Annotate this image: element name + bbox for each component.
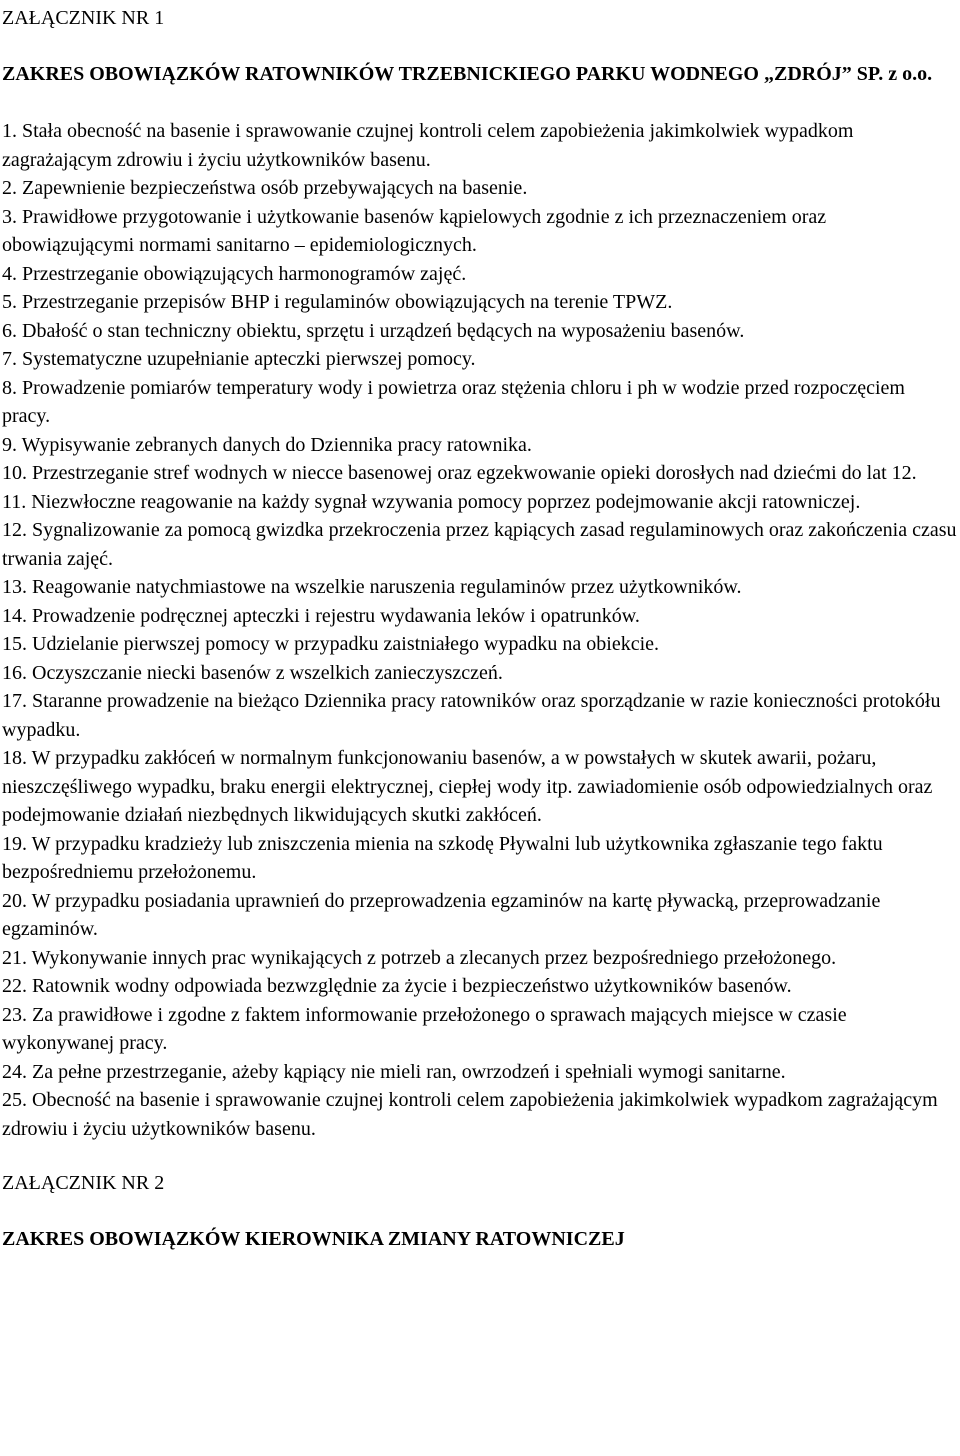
list-item: 17. Staranne prowadzenie na bieżąco Dziennika pracy ratowników oraz sporządzanie w razie konieczności protokółu wypadku. [2,690,941,741]
list-item: 8. Prowadzenie pomiarów temperatury wody i powietrza oraz stężenia chloru i ph w wodzie przed rozpoczęciem pracy. [2,376,905,427]
list-item: 7. Systematyczne uzupełnianie apteczki pierwszej pomocy. [2,348,476,370]
list-item: 5. Przestrzeganie przepisów BHP i regulaminów obowiązujących na terenie TPWZ. [2,291,673,313]
annex-2-title: ZAKRES OBOWIĄZKÓW KIEROWNIKA ZMIANY RATOWNICZEJ [2,1228,625,1250]
duties-list [2,117,958,1143]
list-item: 15. Udzielanie pierwszej pomocy w przypadku zaistniałego wypadku na obiekcie. [2,633,660,655]
annex-2-label: ZAŁĄCZNIK NR 2 [2,1172,165,1194]
list-item: 24. Za pełne przestrzeganie, ażeby kąpiący nie mieli ran, owrzodzeń i spełniali wymogi sanitarne. [2,1060,786,1083]
document-page [2,0,958,1253]
list-item: 25. Obecność na basenie i sprawowanie czujnej kontroli celem zapobieżenia jakimkolwiek wypadkom zagrażającym zdrowiu i życiu użytkowników basenu. [2,1089,938,1140]
annex-1-title: ZAKRES OBOWIĄZKÓW RATOWNIKÓW TRZEBNICKIEGO PARKU WODNEGO „ZDRÓJ” SP. z o.o. [2,63,933,85]
list-item: 19. W przypadku kradzieży lub zniszczenia mienia na szkodę Pływalni lub użytkownika zgłaszanie tego faktu bezpośredniemu przełożonemu. [2,832,883,883]
list-item: 21. Wykonywanie innych prac wynikających z potrzeb a zlecanych przez bezpośredniego przełożonego. [2,946,837,969]
list-item: 18. W przypadku zakłóceń w normalnym funkcjonowaniu basenów, a w powstałych w skutek awarii, pożaru, nieszczęśliwego wypadku, braku energii elektrycznej, ciepłej wody itp. zawiadomienie osób odpowiedzialnych oraz podejmowanie działań niezbędnych likwidujących skutki zakłóceń. [2,747,933,826]
list-item: 14. Prowadzenie podręcznej apteczki i rejestru wydawania leków i opatrunków. [2,604,640,627]
list-item: 20. W przypadku posiadania uprawnień do przeprowadzenia egzaminów na kartę pływacką, przeprowadzanie egzaminów. [2,889,881,940]
list-item: 10. Przestrzeganie stref wodnych w niecce basenowej oraz egzekwowanie opieki dorosłych nad dziećmi do lat 12. [2,462,917,484]
list-item: 16. Oczyszczanie niecki basenów z wszelkich zanieczyszczeń. [2,661,503,684]
list-item: 3. Prawidłowe przygotowanie i użytkowanie basenów kąpielowych zgodnie z ich przeznaczeniem oraz obowiązującymi normami sanitarno – epidemiologicznych. [2,205,827,256]
list-item: 23. Za prawidłowe i zgodne z faktem informowanie przełożonego o sprawach mających miejsce w czasie wykonywanej pracy. [2,1003,847,1054]
list-item: 11. Niezwłoczne reagowanie na każdy sygnał wzywania pomocy poprzez podejmowanie akcji ratowniczej. [2,490,861,513]
list-item: 13. Reagowanie natychmiastowe na wszelkie naruszenia regulaminów przez użytkowników. [2,576,742,598]
list-item: 1. Stała obecność na basenie i sprawowanie czujnej kontroli celem zapobieżenia jakimkolwiek wypadkom zagrażającym zdrowiu i życiu użytkowników basenu. [2,120,854,171]
list-item: 6. Dbałość o stan techniczny obiektu, sprzętu i urządzeń będących na wyposażeniu basenów. [2,319,745,342]
list-item: 22. Ratownik wodny odpowiada bezwzględnie za życie i bezpieczeństwo użytkowników basenów. [2,975,792,997]
list-item: 12. Sygnalizowanie za pomocą gwizdka przekroczenia przez kąpiących zasad regulaminowych oraz zakończenia czasu trwania zajęć. [2,519,957,570]
annex-1-label: ZAŁĄCZNIK NR 1 [2,7,165,29]
list-item: 9. Wypisywanie zebranych danych do Dziennika pracy ratownika. [2,433,532,456]
list-item: 4. Przestrzeganie obowiązujących harmonogramów zajęć. [2,262,467,285]
list-item: 2. Zapewnienie bezpieczeństwa osób przebywających na basenie. [2,177,528,199]
